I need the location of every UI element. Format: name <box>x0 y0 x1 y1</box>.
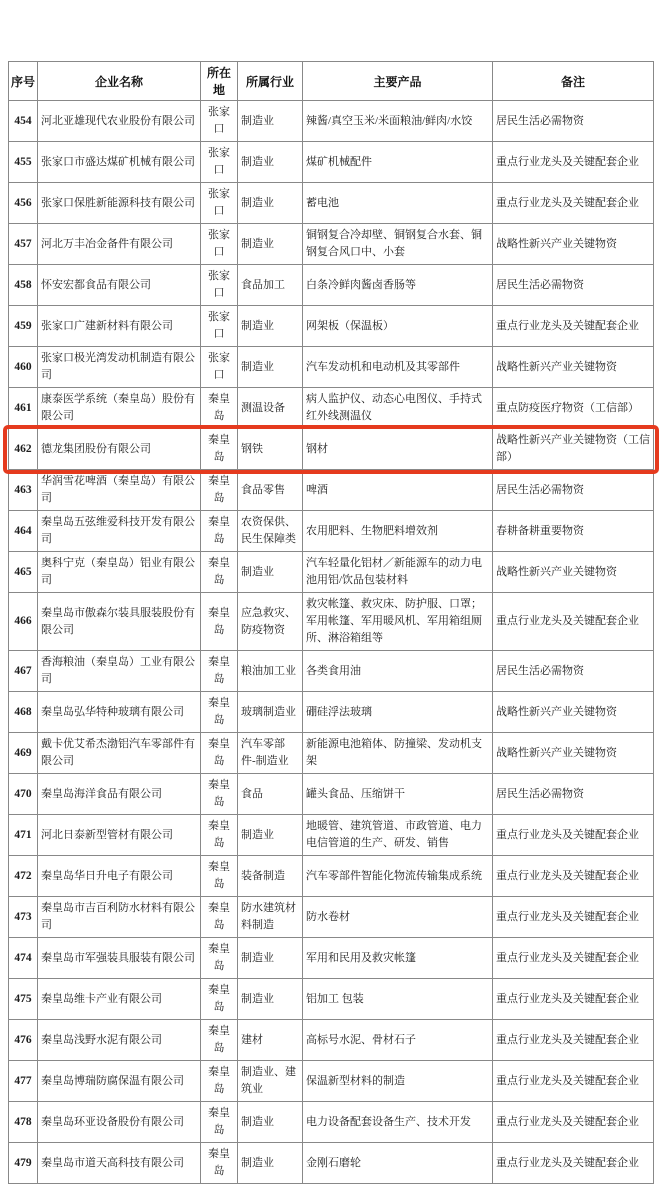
company-location: 秦皇岛 <box>201 856 238 897</box>
row-serial-number: 475 <box>9 979 38 1020</box>
header-row <box>9 62 654 101</box>
header-industry: 所属行业 <box>238 62 303 101</box>
table-row <box>9 938 654 979</box>
row-serial-number: 476 <box>9 1020 38 1061</box>
header-main-products: 主要产品 <box>303 62 493 101</box>
company-name: 秦皇岛浅野水泥有限公司 <box>38 1020 201 1061</box>
company-main-products: 啤酒 <box>303 470 493 511</box>
company-name: 张家口保胜新能源科技有限公司 <box>38 183 201 224</box>
company-name: 戴卡优艾希杰渤铝汽车零部件有限公司 <box>38 733 201 774</box>
company-name: 华润雪花啤酒（秦皇岛）有限公司 <box>38 470 201 511</box>
company-remark: 重点防疫医疗物资（工信部） <box>493 388 654 429</box>
company-location: 秦皇岛 <box>201 552 238 593</box>
company-industry: 汽车零部件-制造业 <box>238 733 303 774</box>
company-remark: 重点行业龙头及关键配套企业 <box>493 979 654 1020</box>
table-row <box>9 306 654 347</box>
table-row <box>9 265 654 306</box>
table-row <box>9 347 654 388</box>
company-location: 秦皇岛 <box>201 938 238 979</box>
company-remark: 战略性新兴产业关键物资 <box>493 733 654 774</box>
company-industry: 制造业 <box>238 552 303 593</box>
company-industry: 建材 <box>238 1020 303 1061</box>
row-serial-number: 474 <box>9 938 38 979</box>
company-main-products: 保温新型材料的制造 <box>303 1061 493 1102</box>
company-main-products: 辣酱/真空玉米/米面粮油/鲜肉/水饺 <box>303 101 493 142</box>
company-remark: 居民生活必需物资 <box>493 470 654 511</box>
table-row <box>9 1061 654 1102</box>
company-remark: 重点行业龙头及关键配套企业 <box>493 938 654 979</box>
row-serial-number: 461 <box>9 388 38 429</box>
table-row <box>9 733 654 774</box>
row-serial-number: 454 <box>9 101 38 142</box>
company-name: 河北万丰冶金备件有限公司 <box>38 224 201 265</box>
company-remark: 重点行业龙头及关键配套企业 <box>493 856 654 897</box>
table-row <box>9 388 654 429</box>
company-location: 秦皇岛 <box>201 511 238 552</box>
company-remark: 居民生活必需物资 <box>493 651 654 692</box>
header-location: 所在地 <box>201 62 238 101</box>
company-main-products: 蓄电池 <box>303 183 493 224</box>
row-serial-number: 457 <box>9 224 38 265</box>
company-main-products: 汽车发动机和电动机及其零部件 <box>303 347 493 388</box>
company-name: 秦皇岛环亚设备股份有限公司 <box>38 1102 201 1143</box>
company-name: 秦皇岛市吉百利防水材料有限公司 <box>38 897 201 938</box>
company-industry: 制造业 <box>238 183 303 224</box>
company-industry: 应急救灾、防疫物资 <box>238 593 303 651</box>
company-industry: 玻璃制造业 <box>238 692 303 733</box>
company-name: 秦皇岛市道天高科技有限公司 <box>38 1143 201 1184</box>
company-main-products: 救灾帐篷、救灾床、防护服、口罩；军用帐篷、军用暖风机、军用箱组厕所、淋浴箱组等 <box>303 593 493 651</box>
row-serial-number: 455 <box>9 142 38 183</box>
company-location: 秦皇岛 <box>201 733 238 774</box>
company-industry: 粮油加工业 <box>238 651 303 692</box>
row-serial-number: 465 <box>9 552 38 593</box>
company-industry: 制造业 <box>238 815 303 856</box>
table-row <box>9 183 654 224</box>
company-industry: 制造业 <box>238 224 303 265</box>
table-row <box>9 774 654 815</box>
company-main-products: 铜钢复合冷却壁、铜钢复合水套、铜钢复合风口中、小套 <box>303 224 493 265</box>
row-serial-number: 477 <box>9 1061 38 1102</box>
company-name: 河北亚雄现代农业股份有限公司 <box>38 101 201 142</box>
company-remark: 重点行业龙头及关键配套企业 <box>493 1102 654 1143</box>
company-industry: 装备制造 <box>238 856 303 897</box>
company-remark: 居民生活必需物资 <box>493 774 654 815</box>
table-row <box>9 897 654 938</box>
company-industry: 制造业、建筑业 <box>238 1061 303 1102</box>
company-location: 秦皇岛 <box>201 1061 238 1102</box>
company-location: 秦皇岛 <box>201 1020 238 1061</box>
company-main-products: 电力设备配套设备生产、技术开发 <box>303 1102 493 1143</box>
row-serial-number: 462 <box>9 429 38 470</box>
company-name: 张家口广建新材料有限公司 <box>38 306 201 347</box>
enterprise-table <box>8 61 654 1184</box>
company-location: 秦皇岛 <box>201 979 238 1020</box>
company-remark: 居民生活必需物资 <box>493 101 654 142</box>
table-row <box>9 692 654 733</box>
company-location: 张家口 <box>201 306 238 347</box>
table-row <box>9 429 654 470</box>
row-serial-number: 472 <box>9 856 38 897</box>
header-company-name: 企业名称 <box>38 62 201 101</box>
company-remark: 居民生活必需物资 <box>493 265 654 306</box>
company-name: 张家口极光湾发动机制造有限公司 <box>38 347 201 388</box>
company-remark: 战略性新兴产业关键物资 <box>493 552 654 593</box>
company-remark: 重点行业龙头及关键配套企业 <box>493 815 654 856</box>
company-main-products: 硼硅浮法玻璃 <box>303 692 493 733</box>
table-row <box>9 142 654 183</box>
company-name: 德龙集团股份有限公司 <box>38 429 201 470</box>
company-name: 秦皇岛弘华特种玻璃有限公司 <box>38 692 201 733</box>
company-main-products: 白条冷鲜肉酱卤香肠等 <box>303 265 493 306</box>
company-main-products: 高标号水泥、骨材石子 <box>303 1020 493 1061</box>
table-row <box>9 979 654 1020</box>
company-location: 秦皇岛 <box>201 1143 238 1184</box>
row-serial-number: 458 <box>9 265 38 306</box>
company-remark: 重点行业龙头及关键配套企业 <box>493 1143 654 1184</box>
company-main-products: 网架板（保温板） <box>303 306 493 347</box>
row-serial-number: 468 <box>9 692 38 733</box>
row-serial-number: 467 <box>9 651 38 692</box>
table-row <box>9 856 654 897</box>
company-remark: 战略性新兴产业关键物资 <box>493 347 654 388</box>
row-serial-number: 473 <box>9 897 38 938</box>
company-main-products: 防水卷材 <box>303 897 493 938</box>
company-location: 张家口 <box>201 265 238 306</box>
company-location: 秦皇岛 <box>201 1102 238 1143</box>
company-location: 秦皇岛 <box>201 388 238 429</box>
company-name: 秦皇岛海洋食品有限公司 <box>38 774 201 815</box>
company-name: 康泰医学系统（秦皇岛）股份有限公司 <box>38 388 201 429</box>
company-name: 秦皇岛博瑞防腐保温有限公司 <box>38 1061 201 1102</box>
company-industry: 食品零售 <box>238 470 303 511</box>
company-remark: 战略性新兴产业关键物资（工信部） <box>493 429 654 470</box>
row-serial-number: 466 <box>9 593 38 651</box>
company-location: 张家口 <box>201 142 238 183</box>
row-serial-number: 464 <box>9 511 38 552</box>
company-industry: 制造业 <box>238 306 303 347</box>
table-row <box>9 470 654 511</box>
company-location: 张家口 <box>201 101 238 142</box>
company-name: 怀安宏都食品有限公司 <box>38 265 201 306</box>
company-remark: 重点行业龙头及关键配套企业 <box>493 183 654 224</box>
table-row <box>9 101 654 142</box>
company-remark: 重点行业龙头及关键配套企业 <box>493 897 654 938</box>
company-industry: 食品加工 <box>238 265 303 306</box>
company-main-products: 汽车零部件智能化物流传输集成系统 <box>303 856 493 897</box>
table-row <box>9 1143 654 1184</box>
table-row <box>9 593 654 651</box>
company-industry: 制造业 <box>238 979 303 1020</box>
company-main-products: 军用和民用及救灾帐篷 <box>303 938 493 979</box>
company-industry: 制造业 <box>238 1143 303 1184</box>
company-location: 张家口 <box>201 224 238 265</box>
company-remark: 春耕备耕重要物资 <box>493 511 654 552</box>
company-name: 秦皇岛华日升电子有限公司 <box>38 856 201 897</box>
company-name: 秦皇岛五弦维爱科技开发有限公司 <box>38 511 201 552</box>
company-main-products: 金刚石磨轮 <box>303 1143 493 1184</box>
company-name: 香海粮油（秦皇岛）工业有限公司 <box>38 651 201 692</box>
table-row <box>9 511 654 552</box>
company-industry: 防水建筑材料制造 <box>238 897 303 938</box>
company-industry: 制造业 <box>238 1102 303 1143</box>
row-serial-number: 460 <box>9 347 38 388</box>
company-industry: 制造业 <box>238 142 303 183</box>
company-location: 秦皇岛 <box>201 815 238 856</box>
company-industry: 测温设备 <box>238 388 303 429</box>
company-main-products: 农用肥料、生物肥料增效剂 <box>303 511 493 552</box>
company-location: 秦皇岛 <box>201 897 238 938</box>
company-location: 秦皇岛 <box>201 429 238 470</box>
company-remark: 重点行业龙头及关键配套企业 <box>493 1020 654 1061</box>
company-remark: 重点行业龙头及关键配套企业 <box>493 593 654 651</box>
company-industry: 制造业 <box>238 938 303 979</box>
table-header <box>9 62 654 101</box>
row-serial-number: 479 <box>9 1143 38 1184</box>
company-remark: 战略性新兴产业关键物资 <box>493 224 654 265</box>
company-main-products: 各类食用油 <box>303 651 493 692</box>
header-serial-number: 序号 <box>9 62 38 101</box>
table-row <box>9 1102 654 1143</box>
company-location: 秦皇岛 <box>201 651 238 692</box>
table-body <box>9 101 654 1184</box>
row-serial-number: 459 <box>9 306 38 347</box>
company-name: 秦皇岛市军强装具服装有限公司 <box>38 938 201 979</box>
company-remark: 重点行业龙头及关键配套企业 <box>493 142 654 183</box>
company-remark: 重点行业龙头及关键配套企业 <box>493 306 654 347</box>
row-serial-number: 478 <box>9 1102 38 1143</box>
row-serial-number: 470 <box>9 774 38 815</box>
company-industry: 农资保供、民生保障类 <box>238 511 303 552</box>
table-row <box>9 224 654 265</box>
row-serial-number: 471 <box>9 815 38 856</box>
company-location: 秦皇岛 <box>201 593 238 651</box>
company-industry: 制造业 <box>238 347 303 388</box>
company-main-products: 汽车轻量化铝材／新能源车的动力电池用铝/饮品包装材料 <box>303 552 493 593</box>
company-main-products: 钢材 <box>303 429 493 470</box>
company-location: 秦皇岛 <box>201 774 238 815</box>
company-main-products: 罐头食品、压缩饼干 <box>303 774 493 815</box>
company-industry: 钢铁 <box>238 429 303 470</box>
table-row <box>9 1020 654 1061</box>
company-name: 秦皇岛市傲森尔装具服装股份有限公司 <box>38 593 201 651</box>
company-name: 奥科宁克（秦皇岛）铝业有限公司 <box>38 552 201 593</box>
company-name: 秦皇岛维卡产业有限公司 <box>38 979 201 1020</box>
company-main-products: 病人监护仪、动态心电图仪、手持式红外线测温仪 <box>303 388 493 429</box>
company-name: 河北日泰新型管材有限公司 <box>38 815 201 856</box>
company-location: 秦皇岛 <box>201 692 238 733</box>
row-serial-number: 463 <box>9 470 38 511</box>
company-remark: 战略性新兴产业关键物资 <box>493 692 654 733</box>
company-location: 秦皇岛 <box>201 470 238 511</box>
company-industry: 食品 <box>238 774 303 815</box>
company-main-products: 新能源电池箱体、防撞梁、发动机支架 <box>303 733 493 774</box>
company-industry: 制造业 <box>238 101 303 142</box>
row-serial-number: 456 <box>9 183 38 224</box>
company-main-products: 煤矿机械配件 <box>303 142 493 183</box>
table-row <box>9 552 654 593</box>
enterprise-table-wrap <box>8 61 654 1184</box>
table-row <box>9 651 654 692</box>
table-row <box>9 815 654 856</box>
company-location: 张家口 <box>201 183 238 224</box>
company-name: 张家口市盛达煤矿机械有限公司 <box>38 142 201 183</box>
company-location: 张家口 <box>201 347 238 388</box>
company-main-products: 铝加工 包装 <box>303 979 493 1020</box>
header-remark: 备注 <box>493 62 654 101</box>
row-serial-number: 469 <box>9 733 38 774</box>
company-main-products: 地暖管、建筑管道、市政管道、电力电信管道的生产、研发、销售 <box>303 815 493 856</box>
company-remark: 重点行业龙头及关键配套企业 <box>493 1061 654 1102</box>
